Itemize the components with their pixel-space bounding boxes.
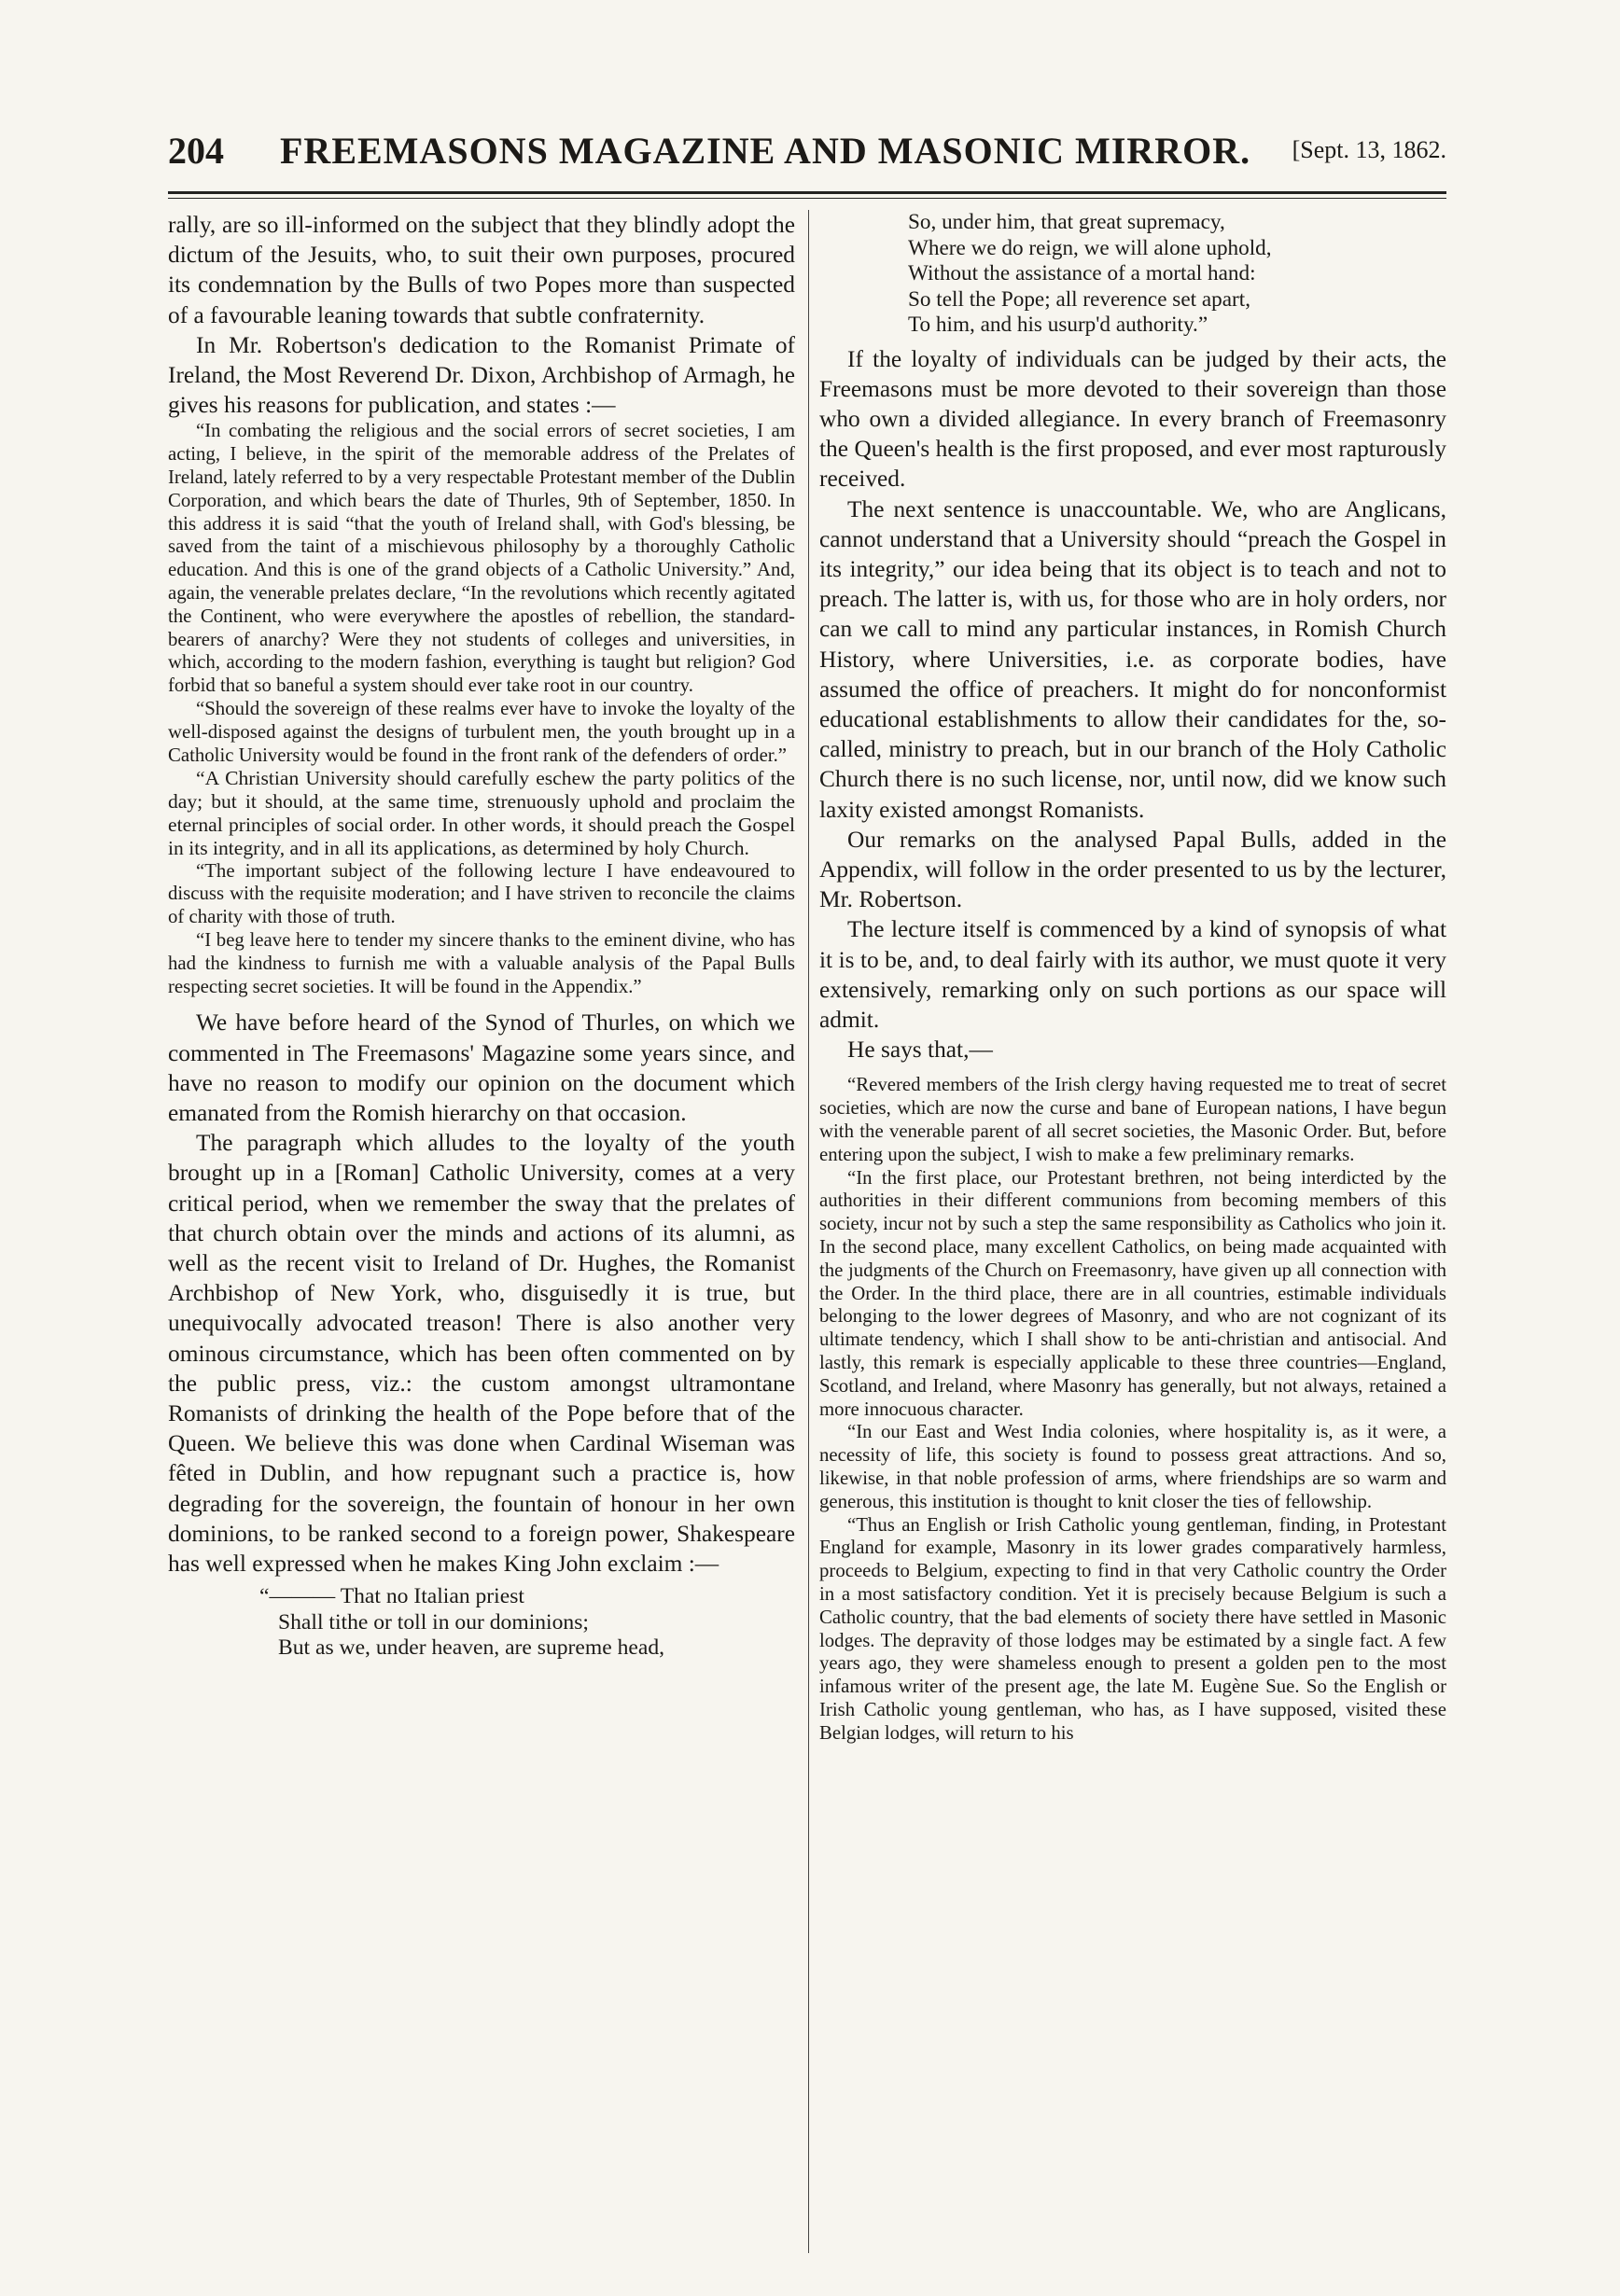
page-header: [168, 129, 1446, 185]
quoted-paragraph: “In combating the religious and the social errors of secret societies, I am acting, I believe, in the spirit of the memorable address of the Prelates of Ireland, lately referred to by a very respectable Protestant member of the Dublin Corporation, and which bears the date of Thurles, 9th of September, 1850. In this address it is said “that the youth of Ireland shall, with God's blessing, be saved from the taint of a mischievous philosophy by a thoroughly Catholic education. And this is one of the grand objects of a Catholic University.” And, again, the venerable prelates declare, “In the revolutions which recently agitated the Continent, who were everywhere the apostles of rebellion, the standard-bearers of anarchy? Were they not students of colleges and universities, in which, according to the modern fashion, everything is taught but religion? God forbid that so baneful a system should ever take root in our country.: [168, 420, 795, 697]
quoted-paragraph: “The important subject of the following lecture I have endeavoured to discuss with the requisite moderation; and I have striven to reconcile the claims of charity with those of truth.: [168, 859, 795, 928]
paragraph: The paragraph which alludes to the loyalty of the youth brought up in a [Roman] Catholic University, comes at a very critical period, when we remember the sway that the prelates of that church obtain over the minds and actions of its alumni, as well as the recent visit to Ireland of Dr. Hughes, the Romanist Archbishop of New York, who, disguisedly it is true, but unequivocally advocated treason! There is also another very ominous circumstance, which has been often commented on by the public press, viz.: the custom amongst ultramontane Romanists of drinking the health of the Pope before that of the Queen. We believe this was done when Cardinal Wiseman was fêted in Dublin, and how repugnant such a practice is, how degrading for the sovereign, the fountain of honour in her own dominions, to be ranked second to a foreign power, Shakespeare has well expressed when he makes King John exclaim :—: [168, 1130, 795, 1577]
paragraph: If the loyalty of individuals can be judged by their acts, the Freemasons must be more devoted to their sovereign than those who own a divided allegiance. In every branch of Freemasonry the Queen's health is the first proposed, and ever most rapturously received.: [819, 345, 1446, 493]
verse-line: So, under him, that great supremacy,: [908, 210, 1225, 234]
paragraph: In Mr. Robertson's dedication to the Romanist Primate of Ireland, the Most Reverend Dr. Dixon, Archbishop of Armagh, he gives his reasons for publication, and states :—: [168, 331, 795, 419]
paragraph: The lecture itself is commenced by a kind of synopsis of what it is to be, and, to deal fairly with its author, we must quote it very extensively, remarking only on such portions as our space will admit.: [819, 916, 1446, 1033]
verse-line: “——— That no Italian priest: [259, 1584, 524, 1609]
quoted-paragraph: “In our East and West India colonies, where hospitality is, as it were, a necessity of life, this society is found to possess great attractions. And so, likewise, in that noble profession of arms, where friendships are so warm and generous, this institution is thought to knit closer the ties of fellowship.: [819, 1421, 1446, 1512]
paragraph: He says that,—: [847, 1037, 993, 1064]
quoted-paragraph: “Should the sovereign of these realms ever have to invoke the loyalty of the well-disposed against the designs of turbulent men, the youth brought up in a Catholic University would be found in the front rank of the defenders of order.”: [168, 697, 795, 766]
verse-line: But as we, under heaven, are supreme head,: [278, 1635, 665, 1661]
header-rule-thin: [168, 198, 1446, 199]
verse-line: So tell the Pope; all reverence set apart,: [908, 286, 1250, 312]
verse-quotation: [819, 210, 1446, 339]
verse-line: Where we do reign, we will alone uphold,: [908, 235, 1272, 260]
verse-line: Without the assistance of a mortal hand:: [908, 261, 1256, 285]
paragraph: We have before heard of the Synod of Thurles, on which we commented in The Freemasons' Magazine some years since, and have no reason to modify our opinion on the document which emanated from the Romish hierarchy on that occasion.: [168, 1009, 795, 1126]
paragraph: The next sentence is unaccountable. We, who are Anglicans, cannot understand that a University should “preach the Gospel in its integrity,” our idea being that its object is to teach and not to preach. The latter is, with us, for those who are in holy orders, nor can we call to mind any particular instances, in Romish Church History, where Universities, i.e. as corporate bodies, have assumed the office of preachers. It might do for nonconformist educational establishments to allow their candidates for the, so-called, ministry to preach, but in our branch of the Holy Catholic Church there is no such license, nor, until now, did we know such laxity existed amongst Romanists.: [819, 495, 1446, 823]
left-column: [168, 210, 795, 2253]
quoted-paragraph: “I beg leave here to tender my sincere thanks to the eminent divine, who has had the kindness to furnish me with a valuable analysis of the Papal Bulls respecting secret societies. It will be found in the Appendix.”: [168, 928, 795, 997]
quoted-paragraph: “In the first place, our Protestant brethren, not being interdicted by the authorities in their different communions from becoming members of this society, incur not by such a step the same responsibility as Catholics who join it. In the second place, many excellent Catholics, on being made acquainted with the judgments of the Church on Freemasonry, have given up all connection with the Order. In the third place, there are in all countries, estimable individuals belonging to the lower degrees of Masonry, and who are not cognizant of its ultimate tendency, which I shall show to be anti-christian and antisocial. And lastly, this remark is especially applicable to these three countries—England, Scotland, and Ireland, where Masonry has generally, but not always, retained a more innocuous character.: [819, 1166, 1446, 1420]
column-divider: [808, 210, 809, 2253]
right-column: [819, 210, 1446, 2253]
quoted-paragraph: “Thus an English or Irish Catholic young gentleman, finding, in Protestant England for example, Masonry in its lower grades comparatively harmless, proceeds to Belgium, expecting to find in that very Catholic country the Order in a most satisfactory condition. Yet it is precisely because Belgium is such a Catholic country, that the bad elements of society there have settled in Masonic lodges. The depravity of those lodges may be estimated by a single fact. A few years ago, they were shameless enough to present a golden pen to the most infamous writer of the present age, the late M. Eugène Sue. So the English or Irish Catholic young gentleman, who has, as I have supposed, visited these Belgian lodges, will return to his: [819, 1513, 1446, 1744]
page-number: 204: [168, 130, 224, 172]
verse-line: Shall tithe or toll in our dominions;: [278, 1609, 589, 1635]
verse-quotation: [168, 1584, 795, 1662]
verse-line: To him, and his usurp'd authority.”: [908, 313, 1208, 337]
issue-date: [Sept. 13, 1862.: [1292, 136, 1446, 163]
paragraph: Our remarks on the analysed Papal Bulls, added in the Appendix, will follow in the order presented to us by the lecturer, Mr. Robertson.: [819, 826, 1446, 913]
masthead-title: FREEMASONS MAGAZINE AND MASONIC MIRROR.: [280, 130, 1251, 172]
quoted-paragraph: “A Christian University should carefully eschew the party politics of the day; but it should, at the same time, strenuously uphold and proclaim the eternal principles of social order. In other words, it should preach the Gospel in its integrity, and in all its applications, as determined by holy Church.: [168, 767, 795, 859]
quoted-paragraph: “Revered members of the Irish clergy having requested me to treat of secret societies, which are now the curse and bane of European nations, I have begun with the venerable parent of all secret societies, the Masonic Order. But, before entering upon the subject, I wish to make a few preliminary remarks.: [819, 1074, 1446, 1165]
paragraph: rally, are so ill-informed on the subject that they blindly adopt the dictum of the Jesuits, who, to suit their own purposes, procured its condemnation by the Bulls of two Popes more than suspected of a favourable leaning towards that subtle confraternity.: [168, 212, 795, 328]
header-rule: [168, 191, 1446, 194]
